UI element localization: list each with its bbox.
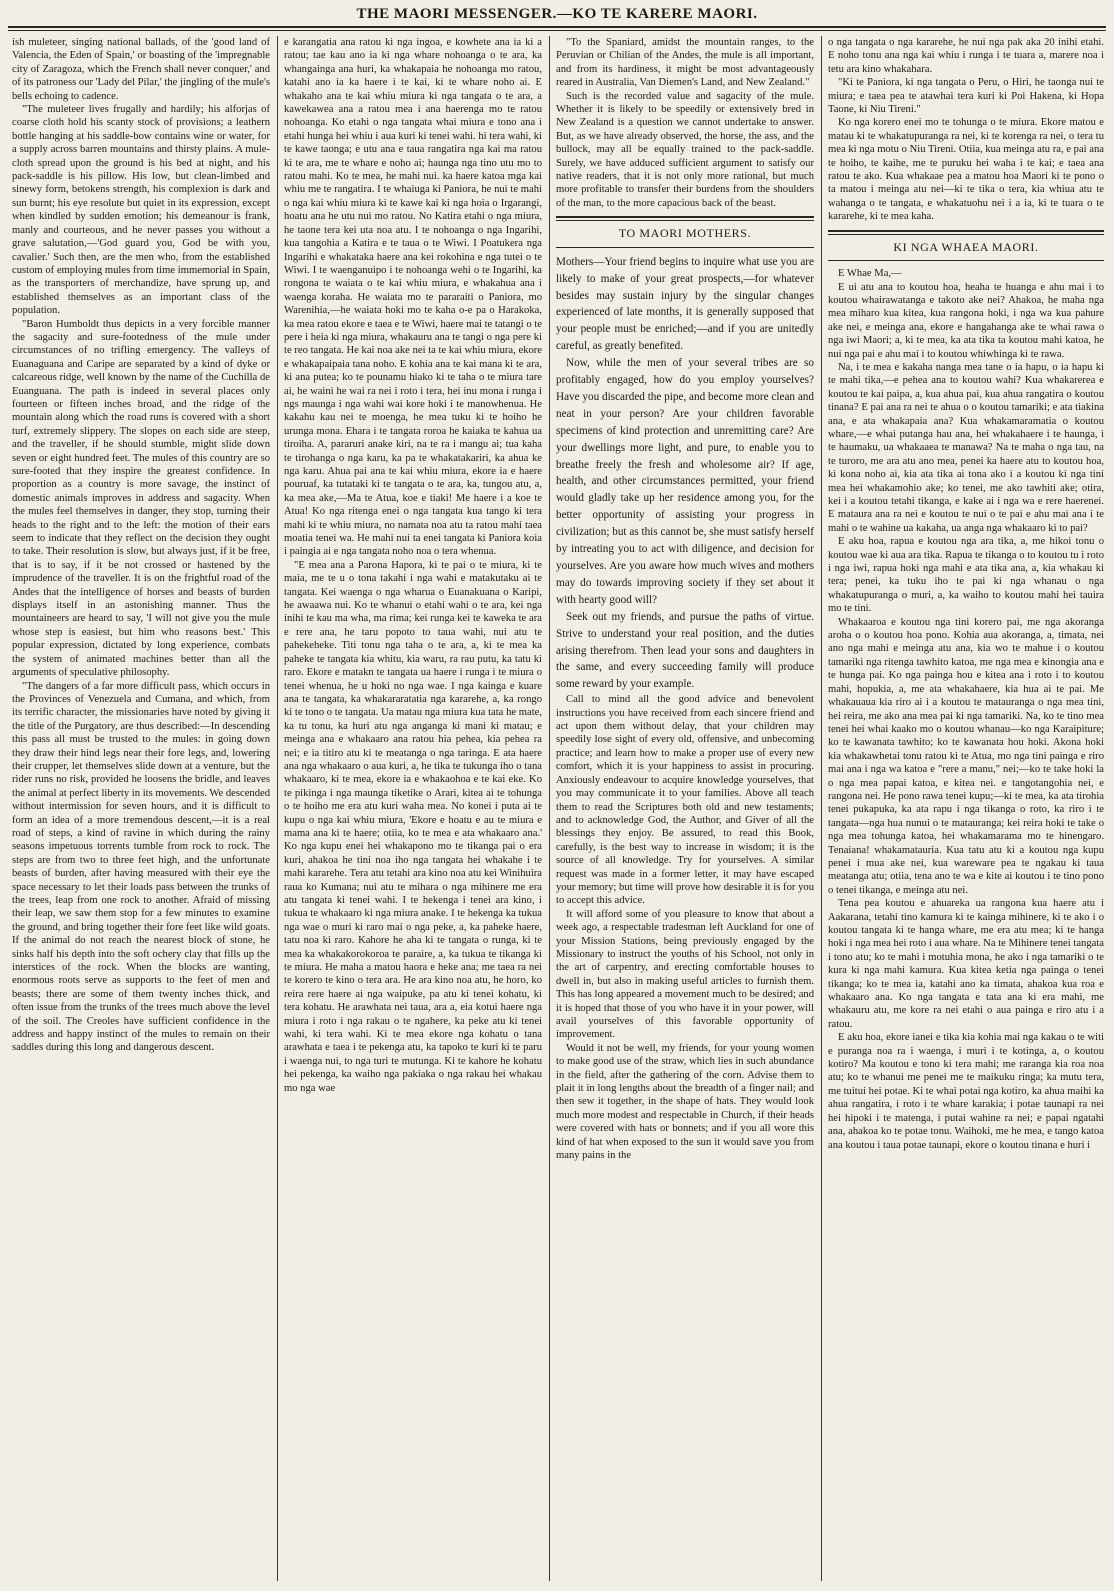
- section-rule: [828, 260, 1104, 261]
- paragraph: Mothers—Your friend begins to inquire what use you are likely to make of your great prospects,—for whatever besides may sustain injury by the singular changes experienced of late months, it is generally supposed that your people must be enriched;—and if you are unitedly careful, as greatly benefited.: [556, 255, 814, 353]
- column-divider: [821, 36, 822, 1581]
- section-heading: TO MAORI MOTHERS.: [618, 226, 752, 241]
- masthead-rule: [8, 26, 1106, 28]
- paragraph: Would it not be well, my friends, for your young women to make good use of the straw, which lies in such abundance in the field, after the gathering of the corn. Advise them to plait it in long lengths about the breadth of a finger nail; and then sew it together, in the shape of hats. They would look much more modest and respectable in Church, if their heads were covered with hats or bonnets; and if you all wore this kind of hat when exposed to the sun it would save you from many pains in the: [556, 1042, 814, 1162]
- masthead-rule-thin: [8, 30, 1106, 31]
- paragraph: Such is the recorded value and sagacity of the mule. Whether it is likely to be speedily or extensively bred in New Zealand is a question we cannot undertake to answer. But, as we have already observed, the horse, the ass, and the bullock, may all be equally trained to the pack-saddle. Surely, we have adduced sufficient argument to satisfy our native readers, that it is not only more rational, but much more profitable to transfer their burdens from the shoulders of the man, to the more capacious back of the beast.: [556, 90, 814, 209]
- column-4: [828, 36, 1104, 1581]
- column-divider: [277, 36, 278, 1581]
- paragraph: "E mea ana a Parona Hapora, ki te pai o te miura, ki te maia, me te u o tona takahi i nga wahi e matakutaku ai te tangata. Kei waenga o nga wharua o Euanakuana o Karipi, he awaawa nui. Ko te whanui o etahi wahi o te ara, kei nga inihi te kau ma wha, ma rima; kei runga kei te kaweka te ara e rere ana, he taru popoto to taua wahi, nui atu te pahekeheke. Titi tonu nga taha o te ara, a, ki te mea ka paheke te tangata kia whitu, kia waru, ra rau putu, ka tatu ki raro. Ekore e matakn te tangata ua haere i runga i te miura o tenei whenua, he u hoki no nga wae. I nga kainga e kuare ana te tangata, ka whakararatatia nga kararehe, a, ka rongo ki te tono o te tangata. Ua matau nga miura kua tata he mate, ka tu tonu, ka huri atu nga anganga ki mani ki matau; e meinga ana e whakaaro ana ratou hia pehea, kia pehea ra nei; e ia titiro atu ki te meatanga o nga taringa. E ata haere ana nga whakaaro o aua kuri, a, he tika te tukunga iho o tana whakaaro, ki te mea, ekore ia e whakaohoa e te kai eke. Ko te pikinga i nga maunga tiketike o Arari, kitea ai te tohunga o te hoiho me era atu kuri waha mea. No konei i puta ai te kupu o nga kai whiu miura, 'Ekore e hoatu e au te miura e mama ana ki te haere; otiia, ko te mea e ata whakaaro ana.' Ko nga kupu enei hei whakapono mo te tikanga pai o era kuri, ahakoa he tini noa iho nga tangata hei whakahe i te mahi kararehe. Tera atu tetahi ara kino noa atu kei Winihuira raua ko Kumana; nui atu te mihara o nga mihinere me era atu tangata ki tenei wahi. I te hekenga i tenei ara kino, i tukua te whakaaro ki nga miura anake. I te hekenga ka tukua nga wae o muri ki raro mai o nga peke, a, ka paheke haere, tatu noa ki raro. Kahore he aha ki te tangata o runga, ki te mea ka whakakorokoroa te paraire, a, ka tukua te tikanga ki te miura. He maha a matou haora e heke ana; me taea ra nei te korero te kino o tera ara. He ara kino noa atu, he horo, ko reira rere haere ai nga waipuke, pa atu ki tenei kohatu, ki tera kohatu. He arawhata nei taua, ara a, eia kotui haere nga miura i roto i nga rakau o te ngahere, ka peke atu ki tenei wahi, ki tera wahi. Ki te mea ekore nga kohatu o tana arawhata e taea i te pekenga atu, ka tapoko te kuri ki te paru i waenga nui, to nga turi te mutunga. Ki te kahore he kohatu hei pekenga, ka waiho nga pakiaka o nga rakau hei whakau mo nga wae: [284, 559, 542, 1094]
- quote-paragraph: "To the Spaniard, amidst the mountain ranges, to the Peruvian or Chilian of the Andes, the mule is all important, and from its hardiness, it might be most advantageously reared in Australia, Van Diemen's Land, and New Zealand.": [556, 37, 814, 89]
- masthead-title: THE MAORI MESSENGER.—KO TE KARERE MAORI.: [356, 6, 758, 22]
- masthead: [0, 0, 1114, 28]
- paragraph: ish muleteer, singing national ballads, of the 'good land of Valencia, the Eden of Spain,' or boasting of the 'impregnable city of Zaragoza, which the French shall never conquer,' and of its patroness our 'Lady del Pilar,' the jingling of the mule's bells echoing to cadence.: [12, 37, 270, 102]
- paragraph: E aku hoa, ekore ianei e tika kia kohia mai nga kakau o te witi e puranga noa ra i waenga, i muri i te kotinga, a, o koutou kotiro? Ma koutou e tono ki tera mahi; me raranga kia roa noa atu; ko te whanui me penei me te maikuku ringa; ka mutu tera, me tuitui hei potae. Ki te whai potai nga kotiro, ka ahua maihi ka ahua rangatira, i roto i te whare karakia; i potae taunapi ra nei hei hipoki i te matenga, i putai wahine ra nei; e papai ngatahi ana, ahakoa ko te potae tonu. Waihoki, me he mea, e tango katoa ana koutou i taua potae taunapi, ekore o koutou tinana e huri i: [828, 1032, 1104, 1151]
- paragraph: Tena pea koutou e ahuareka ua rangona kua haere atu i Aakarana, tetahi tino kamura ki te kainga mihinere, ki te ako i o koutou tangata ki te hanga whare, me era atu mea; ki te hanga hoki i nga mea hei roto i aua whare. Na te Mihinere tenei tangata i tono atu; ko te mahi i motuhia mona, he ako i nga tamariki o te kura ki nga mahi kamura. Kua kitea ketia nga painga o tenei tikanga; ko te mea ia, katahi ano ka timata, ahakoa kua roa e whakaaro ana. Ko nga tangata e tata ana ki era mahi, me whakauru atu, me kore ra nei etahi o aua painga e riro atu i a ratou.: [828, 898, 1104, 1030]
- paragraph: Now, while the men of your several tribes are so profitably engaged, how do you employ yourselves? Have you discarded the pipe, and become more clean and neat in your person? Are your children favorable specimens of kind protection and unremitting care? Are your dwellings more light, and pure, to enable you to breathe freely the fresh and wholesome air? If age, health, and other circumstances permitted, your friend would gladly take up her residence among you, for the better opportunity of assisting your progress in civilization; but as this cannot be, she must satisfy herself by intreating you to act with diligence, and decision for yourselves. Are you aware how much wives and mothers may do towards improving society if they set about it with hearty good will?: [556, 357, 814, 606]
- paragraph: o nga tangata o nga kararehe, he nui nga pak aka 20 inihi etahi. E noho tonu ana nga kai whiu i runga i te tuara a, marere noa i tetu ara kino whakahara.: [828, 37, 1104, 75]
- section-rule: [556, 247, 814, 248]
- paragraph: Call to mind all the good advice and benevolent instructions you have received from each sincere friend and act upon them without delay, that your children may speedily lose sight of every old, offensive, and unbecoming practice; and learn how to make a proper use of every new comfort, which it is your happiness to assist in procuring. Anxiously endeavour to acquire knowledge yourselves, that you may communicate it to your families. Above all teach them to read the Scriptures both old and new testaments; and to acknowledge God, the Author, and Giver of all the blessings they enjoy. Be assured, to read this Book, carefully, is the best way to increase in wisdom; it is the source of all knowledge. Try for yourselves. A similar request was made in a former letter, it may have escaped your memory; but time will prove how desirable it is for you to accept this advice.: [556, 694, 814, 907]
- section-rule: [556, 216, 814, 221]
- column-1: [12, 36, 270, 1581]
- paragraph: It will afford some of you pleasure to know that about a week ago, a respectable tradesman left Auckland for one of your Mission Stations, being previously engaged by the Missionary to instruct the youths of his School, not only in the art of carpentry, and erecting comfortable houses to dwell in, but also in making useful articles to furnish them. This has long appeared a movement much to be desired; and it is hoped that those of you who have it in your power, will avail yourselves of this favorable opportunity of improvement.: [556, 908, 814, 1041]
- column-3: [556, 36, 814, 1581]
- paragraph: E ui atu ana to koutou hoa, heaha te huanga e ahu mai i to koutou whairawatanga e takoto ake nei? Ahakoa, he maha nga mea miharo kua kitea, kua rangona hoki, i nga wa kua pahure ake nei, e meinga ana, ekore e hangahanga ake te whai rawa o nga iwi Maori; a, ki te mea, ka ata tika ta koutou mahi katoa, he nui nga pai e ahu mai i to koutou whiwhinga ki te rawa.: [828, 281, 1104, 360]
- salutation: E Whae Ma,—: [838, 268, 902, 280]
- section-rule: [828, 230, 1104, 235]
- paragraph: E aku hoa, rapua e koutou nga ara tika, a, me hikoi tonu o koutou wae ki aua ara tika. Rapua te tikanga o to koutou tu i roto i nga iwi, rapua hoki nga mahi e ata tika ana, a, kia whakau ki tera; penei, ka tuku iho te pai ki nga whanau o nga whakatupuranga o muri, a, ka waiho to koutou mahi hei tauira mo te tini.: [828, 536, 1104, 615]
- section-heading: KI NGA WHAEA MAORI.: [893, 239, 1039, 254]
- paragraph: Whakaaroa e koutou nga tini korero pai, me nga akoranga aroha o o koutou hoa pono. Kohia aua akoranga, a, timata, nei ano nga mahi e meinga atu ana, kia wo te mahue i o koutou tamariki nga ritenga tawhito katoa, me nga mea e kinongia ana e te hunga pai. Ko nga painga hou e kitea ana i roto i to koutou mahi, hopukia, a, me ata whakahaere, kia hua ai te pai. Me whakauaua kia riro ai i a koutou te matauranga o nga mea tini, hei reira, me ako ana mea pai ki nga tamariki. Na, ko te tino mea tenei hei whai kaako mo o koutou whanau—ko nga Karaipiture; ko te kawanata tawhito; ko te kawanata hou hoki. Akona hoki kia whakawhetai tonu ratou ki te Atua, mo nga tini painga e riro mai ana i nga wa katoa e "rere a manu," nei;—ko te take hoki la o nga mea papai katoa, e kitea nei. e tangotangohia nei, e rangona nei. He pono rawa tenei kupu;—ki te mea, ka ata tirohia tenei pukapuka, ka ata rapu i nga tikanga o roto, ka riro i te tangata—nga hua nunui o te matauranga; kei reira hoki te take o nga mea tohunga katoa, hei whakamarama mo te hinengaro. Tenaiana! whakamatauria. Kua tatu atu ki a koutou nga kupu penei i mua ake nei, kua wareware pea te ngakau ki taua meatanga atu; otiia, tena ano te wa e kite ai koutou i te tino pono o tenei tikanga, e meinga atu nei.: [828, 616, 1104, 896]
- paragraph: "Baron Humboldt thus depicts in a very forcible manner the sagacity and sure-footedness of the mule under circumstances of no trifling emergency. The valleys of Euanaguana and Caripe are separated by a kind of dyke or calcareous ridge, well known by the name of the Cuchilla de Euanguana. The path is indeed in several places only fourteen or fifteen inches broad, and the ridge of the mountain along which the road runs is covered with a short turf, extremely slippery. The slopes on each side are steep, and the traveller, if he should stumble, might slide down seven or eight hundred feet. The mules of this country are so sure-footed that they inspire the greatest confidence. In proportion as a country is more savage, the instinct of domestic animals improves in address and sagacity. When the mules feel themselves in danger, they stop, turning their heads to the right and to the left: the motion of their ears seem to indicate that they reflect on the decision they ought to take. Their resolution is slow, but always just, if it be free, that is to say, if it be not crossed or hastened by the imprudence of the traveller. It is on the frightful road of the Andes that the intelligence of horses and beasts of burden displays itself in an astonishing manner. Thus the mountaineers are heard to say, 'I will not give you the mule whose step is easiest, but him who reasons best.' This popular expression, dictated by long experience, combats the system of animated machines better than all the arguments of speculative philosophy.: [12, 318, 270, 679]
- paragraph: "Ki te Paniora, ki nga tangata o Peru, o Hiri, he taonga nui te miura; e taea pea te atawhai tera kuri ki Poi Hakena, ki Hopa Taone, ki Niu Tireni.": [828, 77, 1104, 116]
- column-divider: [549, 36, 550, 1581]
- paragraph: e karangatia ana ratou ki nga ingoa, e kowhete ana ia ki a ratou; tae kau ano ia ki nga whare nohoanga o te ara, ka whangainga ana huri, ka whakapaia he nohoanga mo ratou, katahi ano ia ka haere i te kai, ki te whare noho ai. E whakaho ana te kai whiu miura ki nga tangata o te ara, a kawekawea ana a ratou mea i ana haerenga mo te ratou nohoanga. Ko etahi o nga tangata whai miura e tono ana i etahi hunga hei whiu i aua kuri ki tenei wahi. hi tera wahi, ki te kawe taonga; e utu ana e taua rangatira nga kai ma ratou ki te ara, me te whare e noho ai; haunga nga tino utu mo to ratou mahi. Ko te mea, he mahi nui. ka haere katoa mga kai whiu me te rangatira. I te whaiuga ki Paniora, he nui te mahi o nga kai whiu miura ki te kawe kai ki nga hoia o Irgarangi, hoatu ana he utu nui mo ratou. No Katira etahi o nga miura, he taone tera kei uta noa atu. I te nohoanga o nga Ingarihi, kua tangohia a Katira e te taua o te Wiwi. I Poatukera nga Ingarihi e whakataka haere ana kei rokohina e nga tutei o te Wiwi. I te waenganuipo i te nohoanga wehi o te Ingarihi, ka rongona te waiata o te kai whiu miura, e whakahua ana i waenga koraha. He waiata mo te pararaiti o Paniora, mo Warenihia,—he waiata hoki mo te kaha o-e pa o Harakoka, ka mea ratou ekore e taea e te Wiwi, haere mai te tatangi o te pere i heia ki nga miura, whakauru ana te tangi o nga pere ki te reo tangata. He kai noa ake nei ta te kai whiu miura, ekore e whakapaipaia tana noho. E kohia ana te kai mana ki te ara, ki ana putea; ko te pounamu hiako ki te taha o te miura tare ai, he waini he wai ra nei i roto i tera, hei inu mona i runga i ngs maunga i nga wahi wai kore hoki i te manowhenua. He kakahu kau nei te moenga, he mea tuku ki te hoiho he urunga mona. Ehara i te tangata roroa he kaiaka te kahua ua tiroiha. A, pararuri anake kiri, na te ra i mangu ai; tua kaha te tirohanga o nga karu, ka pa te whakatakariri, ka ahua ke nga karu. Ahua pai ana te kai whiu miura, ekore ia e haere pouruaf, ka tutataki ki te tangata o te ara, ka, tungou atu, a, ka mea ake,—Ma te Atua, koe e tiaki! Me haere i a koe te Atua! Ko nga ritenga enei o nga tangata kua tango ki tera mahi ki te whiu miura, no namata noa atu ta ratou mahi taea moatia tenei wa. He mahi nui ta enei tangata ki Paniora koia i paingia ai e nga tangata noho noa o tera whenua.: [284, 37, 542, 558]
- column-2: [284, 36, 542, 1581]
- paragraph: Seek out my friends, and pursue the paths of virtue. Strive to understand your real position, and the duties arising therefrom. Then lead your sons and daughters in the same, and every succeeding family will produce some reward by your example.: [556, 610, 814, 691]
- paragraph: Ko nga korero enei mo te tohunga o te miura. Ekore matou e matau ki te whakatupuranga ra nei, ki te korenga ra nei, o tera tu mea ki nga motu o Niu Tireni. Otiia, kua meinga atu ra, e pai ana te hoiho, te kaihe, me te puruku hei waha i te kai; e taea ana ratou te ako. Kua whakaae pea a matou hoa Maori ki te pono o ta matou i meinga atu nei—ki te tika o tera, kia whiua atu te wahanga o te tangata, e whakatuohu nei i a ia, ki te tuara o te kararehe, ki te mea kaha.: [828, 117, 1104, 223]
- paragraph: Na, i te mea e kakaha nanga mea tane o ia hapu, o ia hapu ki te mahi tika,—e pehea ana to koutou wahi? Kua whakarerea e koutou te kai paipa, a, kua ahua pai, kua ahua rangatira o koutou tinana? E pai ana ra nei te ahua o o koutou tamariki; e ata tiakina ana, e ata whakapaia ana? Kua whakamaramatia o koutou whare,—e whai putanga hau ana, hei whakahaere i te haunga, i te haumaku, ua whakaaea te manawa? Na te maha o nga tau, na te turoro, me ara atu ano mea, penei ka haere atu to koutou hoa, ki kona noho ai, kia ata tika ai tona ako i a koutou ki nga tini mea hei whakamohio ake; ko tenei, me ako tawhiti ake; otira, kei i a koutou tetahi tikanga, e kake ai i nga wa e rere haerenei. E mataura ana ra nei e koutou te nui o te pai e ahu mai ana i te mahi o te wahine ua kakaha, ua anga nga whakaaro ki to pai?: [828, 361, 1104, 534]
- paragraph: "The dangers of a far more difficult pass, which occurs in the Provinces of Venezuela and Cumana, and which, from its terrific character, the missionaries have noted by giving it the title of the Purgatory, are thus described:—In descending this pass all must be trusted to the mules: in going down they draw their hind legs near their fore legs, and, lowering their crupper, let themselves slide down at a venture, but the rider runs no risk, provided he loosens the bridle, and leaves the animal at perfect liberty in its movements. We descended without intermission for seven hours, and it is difficult to form an idea of a more tremendous descent,—it is a real road of steps, a kind of ravine in which during the rainy seasons impetuous torrents tumble from rock to rock. The steps are from two to three feet high, and the unfortunate beasts of burden, after having measured with their eye the space necessary to let their loads pass between the trunks of the trees, leap from one rock to another. Afraid of missing their leap, we saw them stop for a few minutes to examine the ground, and bring together their fore feet like wild goats. If the animal do not reach the nearest block of stone, he sinks half his depth into the soft ochery clay that fills up the interstices of the rock. When the blocks are wanting, enormous roots serve as supports to the feet of men and beasts; there are some of them twenty inches thick, and often issue from the trunks of the trees much above the level of the soil. The Creoles have sufficient confidence in the address and happy instinct of the mules to remain on their saddles during this long and dangerous descent.: [12, 680, 270, 1054]
- paragraph: "The muleteer lives frugally and hardily; his alforjas of coarse cloth hold his scanty stock of provisions; a leathern bottle hanging at his saddle-bow contains wine or water, for a supply across barren mountains and thirsty plains. A mule-cloth spread upon the ground is his bed at night, and his pack-saddle is his pillow. His low, but clean-limbed and sinewy form, betokens strength, his complexion is dark and sun burnt; his eye resolute but quiet in its expression, except when kindled by sudden emotion; his demeanour is frank, manly and courteous, and he never passes you without a grave salutation,—'God guard you, God be with you, cavalier.' Such then, are the men who, from the established custom of employing mules from time immemorial in Spain, as the transporters of merchandize, have sprung up, and established themselves as an important class of the population.: [12, 104, 270, 317]
